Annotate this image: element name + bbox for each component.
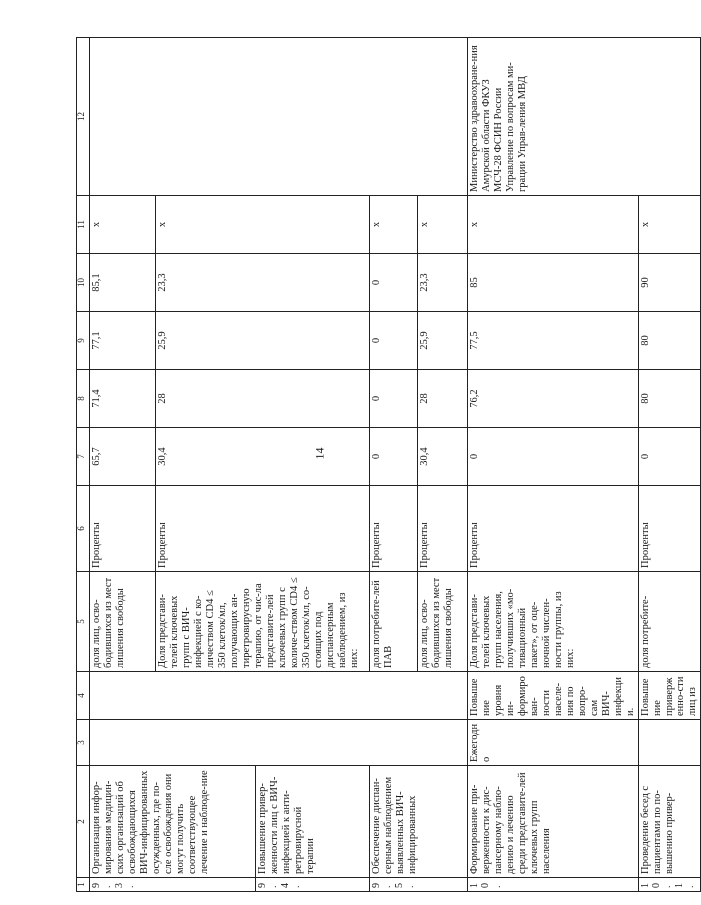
value-cell: 23,3 bbox=[156, 254, 370, 312]
rotated-table-wrapper bbox=[76, 38, 699, 892]
col-number: 4 bbox=[77, 672, 90, 720]
value-cell: 28 bbox=[156, 370, 370, 428]
value-cell: 0 bbox=[638, 428, 701, 486]
row-number: 9.4. bbox=[256, 878, 370, 892]
value-cell: 25,9 bbox=[418, 312, 468, 370]
deadline-cell bbox=[90, 720, 468, 766]
value-cell: 77,1 bbox=[90, 312, 156, 370]
column-number-row bbox=[77, 38, 90, 892]
plan-table bbox=[76, 37, 701, 892]
col-number: 8 bbox=[77, 370, 90, 428]
value-cell: 76,2 bbox=[468, 370, 639, 428]
value-cell: 23,3 bbox=[418, 254, 468, 312]
page-number: 14 bbox=[312, 447, 327, 460]
value-cell: х bbox=[156, 196, 370, 254]
value-cell: 30,4 bbox=[418, 428, 468, 486]
table-row bbox=[468, 38, 639, 892]
value-cell: 0 bbox=[370, 428, 418, 486]
value-cell: 0 bbox=[370, 312, 418, 370]
value-cell: 65,7 bbox=[90, 428, 156, 486]
table-row bbox=[90, 38, 156, 892]
value-cell: х bbox=[638, 196, 701, 254]
value-cell: х bbox=[90, 196, 156, 254]
value-cell: 85 bbox=[468, 254, 639, 312]
unit-cell: Проценты bbox=[638, 486, 701, 572]
indicator-cell: доля лиц, осво-бодившихся из мест лишения свободы bbox=[418, 572, 468, 672]
value-cell: 80 bbox=[638, 312, 701, 370]
value-cell: 80 bbox=[638, 370, 701, 428]
value-cell: 28 bbox=[418, 370, 468, 428]
value-cell: 90 bbox=[638, 254, 701, 312]
unit-cell: Проценты bbox=[156, 486, 370, 572]
value-cell: 0 bbox=[468, 428, 639, 486]
col-number: 5 bbox=[77, 572, 90, 672]
col-number: 3 bbox=[77, 720, 90, 766]
row-number: 10.1. bbox=[638, 878, 701, 892]
event-cell: Формирование при-верженности к дис-пансерному наблю-дению и лечению среди представите-лей ключевых групп населения bbox=[468, 766, 639, 878]
indicator-cell: доля потребите-лей ПАВ bbox=[370, 572, 418, 672]
value-cell: х bbox=[418, 196, 468, 254]
deadline-cell bbox=[638, 720, 701, 766]
row-number: 9.5. bbox=[370, 878, 468, 892]
col-number: 10 bbox=[77, 254, 90, 312]
value-cell: 30,4 bbox=[156, 428, 370, 486]
value-cell: х bbox=[370, 196, 418, 254]
col-number: 11 bbox=[77, 196, 90, 254]
executor-cell bbox=[90, 38, 468, 196]
deadline-cell: Ежегодно bbox=[468, 720, 639, 766]
result-cell: Повышение приверженно-сти лиц из bbox=[638, 672, 701, 720]
col-number: 6 bbox=[77, 486, 90, 572]
col-number: 2 bbox=[77, 766, 90, 878]
value-cell: 77,5 bbox=[468, 312, 639, 370]
result-cell bbox=[90, 672, 468, 720]
unit-cell: Проценты bbox=[370, 486, 418, 572]
executor-cell: Министерство здравоохране-ния Амурской области ФКУЗ МСЧ-28 ФСИН России Управление по вопросам ми-грации Управ-ления МВД bbox=[468, 38, 701, 196]
event-cell: Организация инфор-мирования медицин-ских организаций об освобождающихся ВИЧ-инфицированных осужденных, где по-сле освобождения они могут получить соответствующее лечение и наблюде-ние bbox=[90, 766, 256, 878]
value-cell: х bbox=[468, 196, 639, 254]
value-cell: 25,9 bbox=[156, 312, 370, 370]
event-cell: Проведение бесед с пациентами по по-вышению привер- bbox=[638, 766, 701, 878]
row-number: 9.3. bbox=[90, 878, 256, 892]
col-number: 9 bbox=[77, 312, 90, 370]
value-cell: 0 bbox=[370, 370, 418, 428]
indicator-cell: Доля представи-телей ключевых групп населения, получивших «мо-тивационный пакет», от оце-ночной числен-ности группы, из них: bbox=[468, 572, 639, 672]
value-cell: 71,4 bbox=[90, 370, 156, 428]
result-cell: Повышение уровня ин-формирован-ности населе-ния по вопро-сам ВИЧ-инфекции. bbox=[468, 672, 639, 720]
unit-cell: Проценты bbox=[418, 486, 468, 572]
col-number: 7 bbox=[77, 428, 90, 486]
value-cell: 85,1 bbox=[90, 254, 156, 312]
event-cell: Повышение привер-женности лиц с ВИЧ-инфекцией к анти-ретровирусной терапии bbox=[256, 766, 370, 878]
indicator-cell: Доля представи-телей ключевых групп с ВИЧ-инфекцией с ко-личеством CD4 ≤ 350 клеток/мл, получающих ан-тиретровирусную терапию, от чис-ла представите-лей ключевых групп с количе-ством CD4 ≤ 350 клеток/мл, со-стоящих под диспансерным наблюдением, из них: bbox=[156, 572, 370, 672]
row-number: 10. bbox=[468, 878, 639, 892]
indicator-cell: доля лиц, осво-бодившихся из мест лишения свободы bbox=[90, 572, 156, 672]
unit-cell: Проценты bbox=[468, 486, 639, 572]
col-number: 12 bbox=[77, 38, 90, 196]
unit-cell: Проценты bbox=[90, 486, 156, 572]
indicator-cell: доля потребите- bbox=[638, 572, 701, 672]
event-cell: Обеспечение диспан-серным наблюдением выявленных ВИЧ-инфицированных bbox=[370, 766, 468, 878]
value-cell: 0 bbox=[370, 254, 418, 312]
col-number: 1 bbox=[77, 878, 90, 892]
